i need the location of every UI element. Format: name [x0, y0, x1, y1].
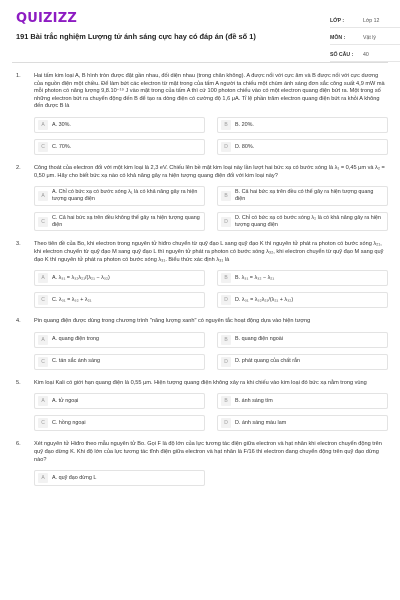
answer-options — [34, 470, 388, 486]
question-number: 6. — [16, 441, 21, 448]
option-letter-badge: C — [38, 357, 48, 367]
option-text: D. phát quang của chất rắn — [235, 358, 301, 365]
question-number: 2. — [16, 164, 21, 171]
option-text: D. λ₃₁ = λ₃₂λ₂₁/(λ₂₁ + λ₃₂) — [235, 296, 294, 303]
worksheet-title: 191 Bài trắc nghiệm Lượng tử ánh sáng cực hay có đáp án (đề số 1) — [16, 32, 256, 41]
answer-option[interactable] — [217, 139, 388, 155]
option-letter-badge: B — [221, 191, 231, 201]
question-block — [12, 241, 388, 308]
option-letter-badge: B — [221, 120, 231, 130]
option-text: C. Cả hai bức xạ trên đều không thể gây ra hiện tượng quang điện — [52, 214, 200, 228]
question-block — [12, 441, 388, 486]
option-text: D. 80%. — [235, 143, 255, 150]
question-number: 4. — [16, 318, 21, 325]
option-text: A. quang điện trong — [52, 336, 100, 343]
option-letter-badge: C — [38, 217, 48, 227]
option-letter-badge: D — [221, 418, 231, 428]
option-text: D. ánh sáng màu lam — [235, 419, 287, 426]
option-text: B. Cả hai bức xạ trên đều có thể gây ra hiện tượng quang điện — [235, 189, 374, 202]
option-text: B. λ₃₁ = λ₃₂ − λ₂₁ — [235, 274, 275, 281]
answer-option[interactable] — [34, 332, 205, 348]
worksheet-header — [12, 0, 388, 62]
worksheet-meta — [330, 14, 400, 65]
question-text: Hai tấm kim loại A, B hình tròn được đặt gần nhau, đối diện nhau (trong chân không). A được nối với cực âm và B được nối với cực dương của nguồn điện một chiều. Để làm bứt các electron từ mặt trong của tấm A người ta chiếu một chùm ánh sáng đơn sắc công suất 4,9 mW mà mỗi photon có năng lượng 9,8.10⁻¹⁹ J vào mặt trong của tấm A thì cứ 100 photon chiếu vào có một electron quang điện bứt ra. Một trong số những electron bứt ra chuyển động đến B để tạo ra dòng điện có cường độ 1,6 μA. Tỉ lệ phần trăm electron quang điện bứt ra khỏi A không đến được B là — [34, 73, 385, 110]
option-text: C. tán sắc ánh sáng — [52, 358, 100, 365]
option-text: B. 20%. — [235, 121, 254, 128]
meta-label: LỚP : — [330, 17, 345, 24]
meta-value: Vật lý — [363, 34, 376, 41]
option-letter-badge: A — [38, 473, 48, 483]
option-text: C. hồng ngoại — [52, 419, 86, 426]
answer-options — [34, 332, 388, 370]
option-letter-badge: A — [38, 396, 48, 406]
option-letter-badge: D — [221, 142, 231, 152]
meta-value: 40 — [363, 51, 369, 58]
answer-option[interactable] — [217, 332, 388, 348]
question-number: 5. — [16, 379, 21, 386]
answer-option[interactable] — [217, 186, 388, 206]
question-number: 3. — [16, 241, 21, 248]
question-text: Xét nguyên tử Hiđro theo mẫu nguyên tử Bo. Gọi F là độ lớn của lực tương tác điện giữa electron và hạt nhân khi electron chuyển động trên quỹ đạo dừng K. Khi độ lớn của lực tương tác tĩnh điện giữa electron và hạt nhân là F/16 thì electron đang chuyển động trên quỹ đạo dừng nào? — [34, 441, 382, 463]
question-text: Công thoát của electron đối với một kim loại là 2,3 eV. Chiếu lên bề mặt kim loại này lần lượt hai bức xạ có bước sóng là λ₁ = 0,45 μm và λ₂ = 0,50 μm. Hãy cho biết bức xạ nào có khả năng gây ra hiện tượng quang điện đối với kim loại này? — [34, 164, 385, 179]
option-letter-badge: C — [38, 418, 48, 428]
option-letter-badge: C — [38, 142, 48, 152]
option-text: A. tử ngoại — [52, 397, 79, 404]
question-text: Theo tiên đề của Bo, khi electron trong nguyên tử hiđro chuyển từ quỹ đạo L sang quỹ đạo K thì nguyên tử phát ra photon có bước sóng λ₂₁, khi electron chuyển từ quỹ đạo M sang quỹ đạo L thì nguyên tử phát ra photon có bước sóng λ₃₂, khi electron chuyển từ quỹ đạo M sang quỹ đạo K thì nguyên tử phát ra photon có bước sóng λ₃₁. Biểu thức xác định λ₃₁ là — [34, 241, 384, 263]
answer-option[interactable] — [34, 212, 205, 232]
option-letter-badge: B — [221, 335, 231, 345]
meta-label: MÔN : — [330, 34, 346, 41]
answer-options — [34, 270, 388, 308]
answer-option[interactable] — [34, 292, 205, 308]
answer-options — [34, 186, 388, 231]
answer-option[interactable] — [217, 270, 388, 286]
option-letter-badge: B — [221, 396, 231, 406]
option-letter-badge: B — [221, 273, 231, 283]
option-text: B. quang điện ngoài — [235, 336, 283, 343]
answer-option[interactable] — [217, 292, 388, 308]
answer-option[interactable] — [217, 415, 388, 431]
question-text: Pin quang điện được dùng trong chương trình "năng lượng xanh" có nguyên tắc hoạt động dựa vào hiện tượng — [34, 318, 311, 325]
option-letter-badge: A — [38, 191, 48, 201]
option-letter-badge: A — [38, 335, 48, 345]
answer-option[interactable] — [217, 212, 388, 232]
option-text: C. 70%. — [52, 143, 72, 150]
option-letter-badge: D — [221, 217, 231, 227]
question-text: Kim loại Kali có giới hạn quang điện là 0,55 μm. Hiện tượng quang điện không xảy ra khi chiếu vào kim loại đó bức xạ nằm trong vùng — [34, 379, 367, 386]
answer-options — [34, 393, 388, 431]
answer-option[interactable] — [34, 393, 205, 409]
question-block — [12, 318, 388, 370]
option-letter-badge: D — [221, 295, 231, 305]
answer-option[interactable] — [217, 393, 388, 409]
option-letter-badge: A — [38, 273, 48, 283]
question-block — [12, 380, 388, 432]
answer-option[interactable] — [34, 470, 205, 486]
option-text: A. 30%. — [52, 121, 71, 128]
meta-row-class — [330, 14, 400, 28]
option-text: B. ánh sáng tím — [235, 397, 273, 404]
option-text: C. λ₃₁ = λ₃₂ + λ₂₁ — [52, 296, 92, 303]
answer-option[interactable] — [34, 415, 205, 431]
quizizz-logo: QUIZIZZ — [16, 11, 77, 26]
option-letter-badge: D — [221, 357, 231, 367]
answer-option[interactable] — [217, 117, 388, 133]
option-text: D. Chỉ có bức xạ có bước sóng λ₂ là có khả năng gây ra hiện tượng quang điện — [235, 214, 381, 228]
answer-option[interactable] — [34, 117, 205, 133]
question-number: 1. — [16, 73, 21, 79]
option-letter-badge: C — [38, 295, 48, 305]
option-letter-badge: A — [38, 120, 48, 130]
meta-row-subject — [330, 31, 400, 45]
meta-value: Lớp 12 — [363, 17, 380, 24]
answer-option[interactable] — [34, 354, 205, 370]
option-text: A. λ₃₁ = λ₃₂λ₂₁/(λ₂₁ − λ₃₂) — [52, 274, 110, 281]
answer-option[interactable] — [34, 139, 205, 155]
question-block — [12, 73, 388, 155]
question-block — [12, 165, 388, 231]
answer-option[interactable] — [34, 186, 205, 206]
answer-option[interactable] — [34, 270, 205, 286]
answer-option[interactable] — [217, 354, 388, 370]
meta-row-question-count — [330, 48, 400, 62]
answer-options — [34, 117, 388, 155]
meta-label: SỐ CÂU : — [330, 51, 354, 58]
option-text: A. Chỉ có bức xạ có bước sóng λ₁ là có khả năng gây ra hiện tượng quang điện — [52, 189, 198, 202]
option-text: A. quỹ đạo dừng L — [52, 474, 97, 481]
